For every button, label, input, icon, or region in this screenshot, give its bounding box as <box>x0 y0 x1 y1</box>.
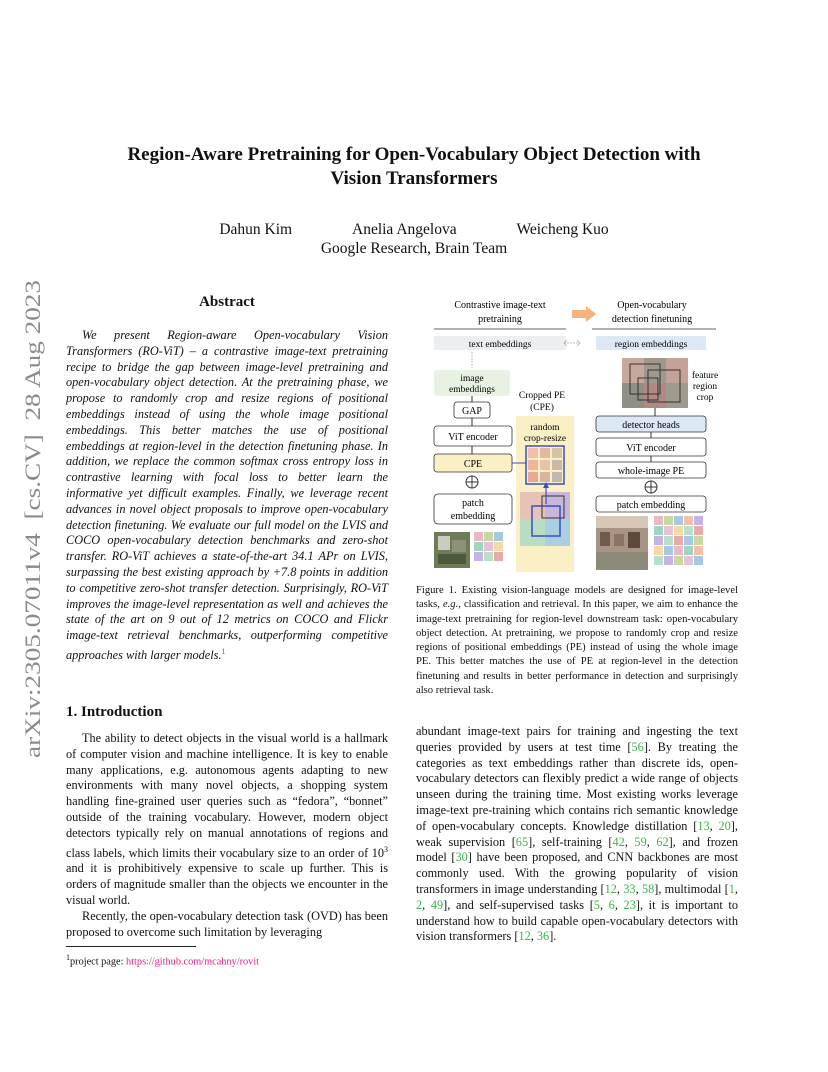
double-arrow-icon <box>564 340 580 346</box>
citation-link[interactable]: 20 <box>718 818 731 833</box>
citation-link[interactable]: 23 <box>623 897 636 912</box>
intro-heading: 1. Introduction <box>66 704 163 720</box>
vit-encoder-right-label: ViT encoder <box>626 443 676 454</box>
image-embeddings-label-2: embeddings <box>449 385 495 395</box>
cropped-pe-grid <box>526 446 564 484</box>
abstract-text: We present Region-aware Open-vocabulary Vision Transformers (RO-ViT) – a contrastive image-text pretraining recipe to bridge the gap between image-level pretraining and open-vocabulary object detection. At the pretraining phase, we propose to randomly crop and resize regions of positional embeddings instead of using the whole image positional embeddings. This better matches the use of positional embeddings at region-level in the detection finetuning phase. In addition, we replace the common softmax cross entropy loss in contrastive learning with focal loss to better learn the informative yet difficult examples. Finally, we leverage recent advances in novel object proposals to improve open-vocabulary detection finetuning. We evaluate our full model on the LVIS and COCO open-vocabulary detection benchmarks and zero-shot transfer. RO-ViT achieves a state-of-the-art 34.1 APr on LVIS, surpassing the best existing approach by +7.8 points in addition to competitive zero-shot transfer detection. Surprisingly, RO-ViT improves the image-level representation as well and achieves the state of the art on 9 out of 12 metrics on COCO and Flickr image-text retrieval benchmarks, outperforming competitive approaches with larger models. <box>66 328 388 663</box>
citation-link[interactable]: 33 <box>623 881 636 896</box>
superscript: 3 <box>384 844 388 854</box>
title-line-2: Vision Transformers <box>330 168 498 189</box>
arxiv-stamp <box>20 278 46 760</box>
citation-link[interactable]: 5 <box>593 897 600 912</box>
citation-link[interactable]: 65 <box>515 834 529 849</box>
patch-label-2: embedding <box>450 511 496 522</box>
author-name: Anelia Angelova <box>352 221 457 238</box>
vit-encoder-label: ViT encoder <box>448 432 498 443</box>
region-embeddings-label: region embeddings <box>614 340 688 350</box>
citation-link[interactable]: 2 <box>416 897 423 912</box>
stage-arrow-icon <box>572 306 596 322</box>
cpe-label: CPE <box>463 459 483 470</box>
arxiv-id: arXiv:2305.07011v4 [cs.CV] 28 Aug 2023 <box>20 371 45 758</box>
footnote <box>66 951 396 968</box>
title-line-1: Region-Aware Pretraining for Open-Vocabulary Object Detection with <box>127 144 701 165</box>
plus-circle-icon <box>645 481 657 493</box>
figure-caption: Figure 1. Existing vision-language models are designed for image-level tasks, e.g., classification and retrieval. In this paper, we aim to enhance the image-text pretraining for region-level downstream task: open-vocabulary object detection. At pretraining, we propose to randomly crop and resize regions of positional embeddings (PE) instead of using the whole image PE. This better matches the use of PE at region-level in the detection finetuning and results in better performance in detection and surprisingly also retrieval task. <box>416 585 739 697</box>
citation-link[interactable]: 42 <box>612 834 625 849</box>
fig-left-title-1: Contrastive image-text <box>454 300 546 311</box>
footnote-rule <box>66 946 196 947</box>
whole-image-pe-label: whole-image PE <box>617 466 685 477</box>
footnote-label: project page: <box>70 956 127 968</box>
feature-region-crop-image <box>622 358 688 408</box>
citation-link[interactable]: 12 <box>518 929 531 944</box>
intro-left-column <box>66 731 388 940</box>
feature-label-1: feature <box>691 371 719 381</box>
citation-link[interactable]: 6 <box>608 897 615 912</box>
caption-label: Figure 1. <box>416 585 457 596</box>
author-name: Dahun Kim <box>219 221 293 238</box>
fig-right-title-2: detection finetuning <box>611 314 693 325</box>
detection-image-thumbnails <box>596 516 703 570</box>
citation-link[interactable]: 59 <box>634 834 647 849</box>
paper-title <box>60 143 768 191</box>
footnote-ref[interactable]: 1 <box>221 646 226 656</box>
affiliation: Google Research, Brain Team <box>320 240 508 257</box>
input-image-thumbnails <box>434 532 503 568</box>
intro-paragraph-2: Recently, the open-vocabulary detection task (OVD) has been proposed to overcome such limitation by leveraging <box>66 908 388 939</box>
patch-label-1: patch <box>462 498 484 509</box>
citation-link[interactable]: 1 <box>728 881 735 896</box>
author-name: Weicheng Kuo <box>516 221 609 238</box>
patch-embedding-right-label: patch embedding <box>616 500 686 511</box>
fig-left-title-2: pretraining <box>478 314 522 325</box>
intro-paragraph-1 <box>66 731 388 909</box>
gap-label: GAP <box>461 406 483 417</box>
intro-right-column: abundant image-text pairs for training and ingesting the text queries provided by users at test time [56]. By treating the categories as text embeddings rather than discrete ids, open-vocabulary detectors can flexibly predict a wide range of objects unseen during the training time. Most existing works leverage image-text pre-training which contains rich semantic knowledge of open-vocabulary concepts. Knowledge distillation [13, 20], weak supervision [65], self-training [42, 59, 62], and frozen model [30] have been proposed, and CNN backbones are most commonly used. With the growing popularity of vision transformers in image understanding [12, 33, 58], multimodal [1, 2, 49], and self-supervised tasks [5, 6, 23], it is important to understand how to build capable open-vocabulary detectors with vision transformers [12, 36]. <box>416 724 739 944</box>
text-embeddings-label: text embeddings <box>468 340 532 350</box>
project-page-link[interactable]: https://github.com/mcahny/rovit <box>126 956 260 968</box>
abstract-heading: Abstract <box>199 294 255 310</box>
citation-link[interactable]: 56 <box>631 739 644 754</box>
citation-link[interactable]: 49 <box>430 897 444 912</box>
footnote-number: 1 <box>66 953 70 962</box>
abstract-body <box>66 328 388 664</box>
plus-circle-icon <box>466 476 478 488</box>
citation-link[interactable]: 13 <box>697 818 710 833</box>
fig-right-title-1: Open-vocabulary <box>617 300 687 311</box>
citation-link[interactable]: 12 <box>604 881 617 896</box>
author-block <box>100 220 728 258</box>
detector-heads-label: detector heads <box>622 420 680 431</box>
author-names <box>100 220 728 239</box>
cropped-pe-label-1: Cropped PE <box>518 391 566 401</box>
citation-link[interactable]: 30 <box>455 850 468 865</box>
citation-link[interactable]: 58 <box>641 881 655 896</box>
random-label-2: crop-resize <box>523 434 567 444</box>
random-label-1: random <box>530 423 560 433</box>
figure-1 <box>416 296 738 574</box>
image-embeddings-label-1: image <box>460 374 484 384</box>
citation-link[interactable]: 36 <box>536 929 550 944</box>
cropped-pe-label-2: (CPE) <box>530 403 554 413</box>
citation-link[interactable]: 62 <box>656 834 669 849</box>
intro-p1-end: and it is prohibitively expensive to scale up further. This is orders of magnitude smaller than the objects we encounter in the visual world. <box>66 861 388 908</box>
feature-label-3: crop <box>696 393 714 403</box>
feature-label-2: region <box>692 382 718 392</box>
intro-p1-text: The ability to detect objects in the visual world is a hallmark of computer vision and machine intelligence. It is key to enable many applications, e.g. autonomous agents adapting to new environments with many novel objects, a shopping system handling fine-grained user queries such as “fedora”, “bonnet” outside of the training vocabulary. However, modern object detectors typically rely on manual annotations of regions and class labels, which limits their vocabulary size to an order of 10 <box>66 731 388 860</box>
